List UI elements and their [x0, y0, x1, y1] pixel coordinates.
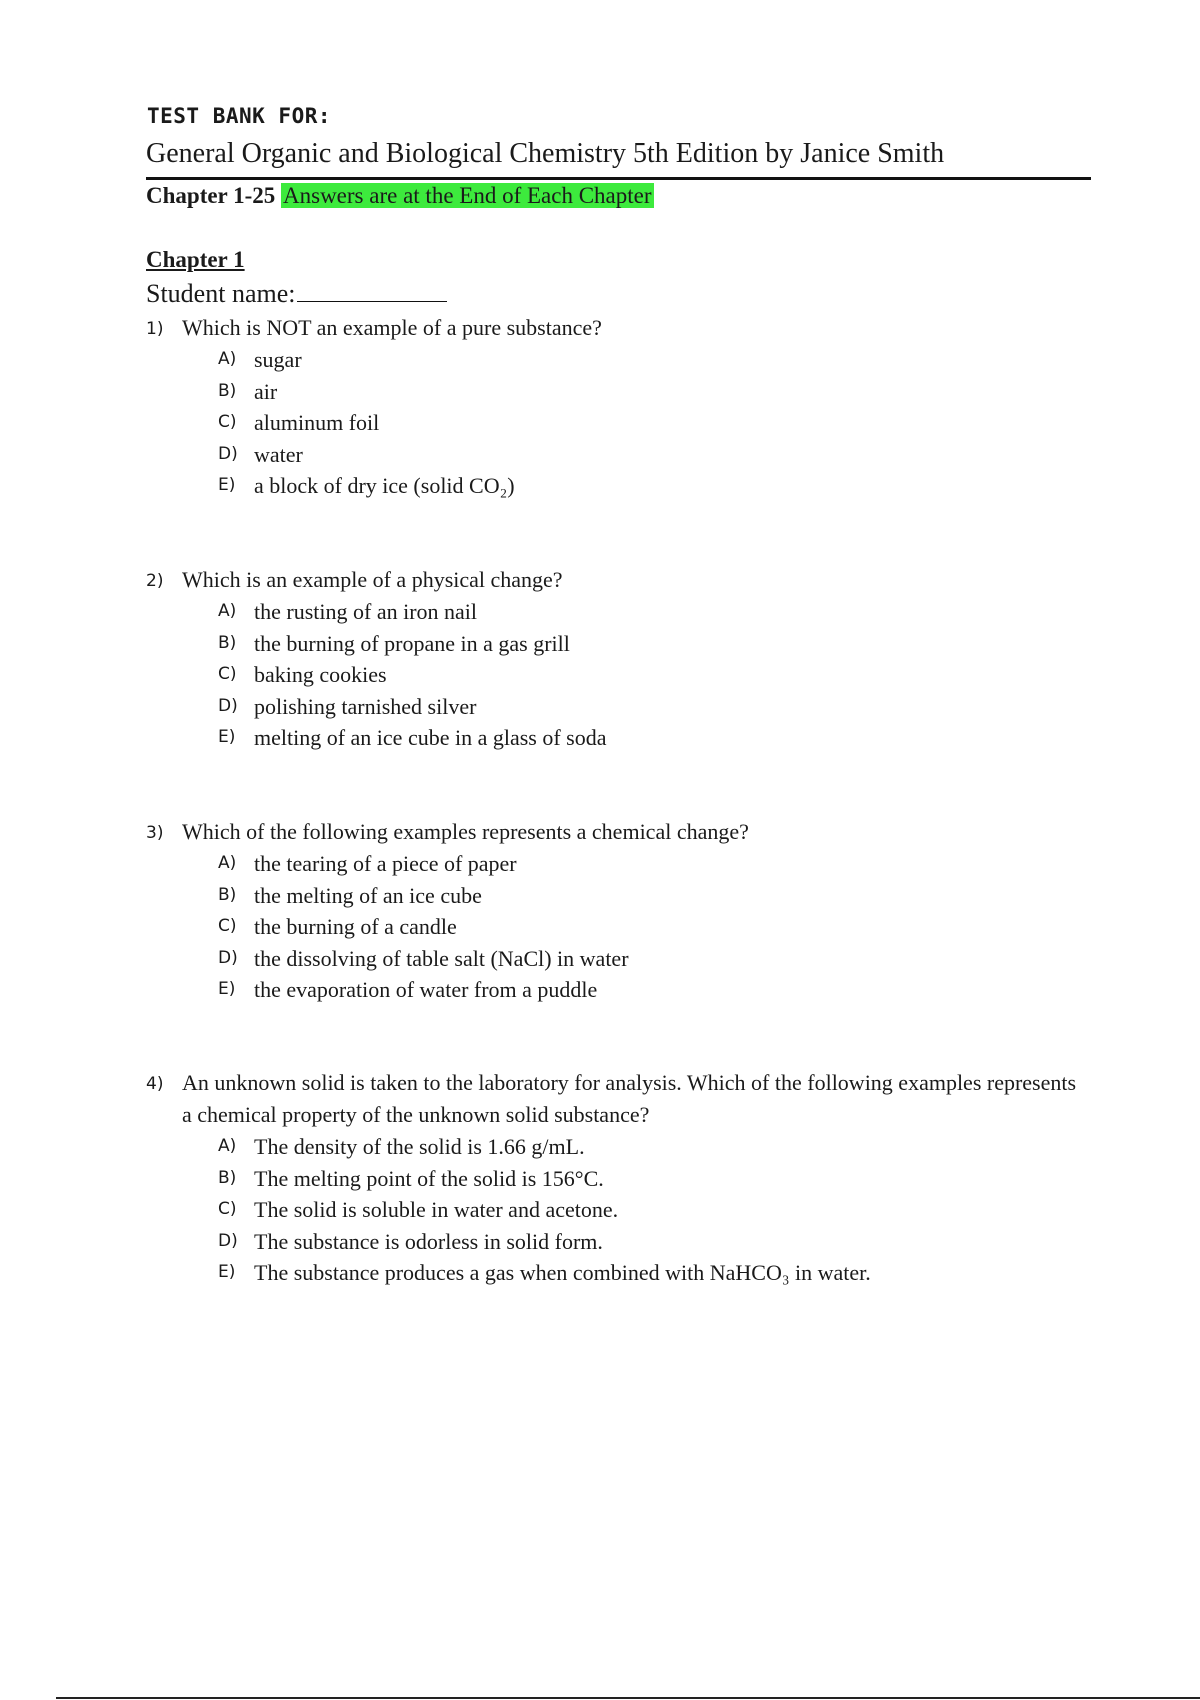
question-number: 4): [146, 1074, 164, 1094]
footer-divider: [56, 1697, 1200, 1699]
question-text: Which is NOT an example of a pure substance?: [182, 315, 602, 340]
question-text: Which of the following examples represents a chemical change?: [182, 819, 749, 844]
option-c: [218, 659, 1086, 691]
option-letter: D): [218, 695, 238, 716]
option-text: the melting of an ice cube: [254, 882, 482, 908]
option-text: The melting point of the solid is 156°C.: [254, 1165, 604, 1191]
option-letter: A): [218, 349, 237, 369]
option-c: [218, 407, 1086, 439]
option-c: [218, 1194, 1086, 1226]
answers-note-highlight: Answers are at the End of Each Chapter: [283, 183, 652, 208]
question-text: Which is an example of a physical change?: [182, 567, 563, 592]
option-d: [218, 943, 1086, 975]
option-letter: E): [218, 979, 236, 999]
option-a: [218, 1131, 1086, 1163]
option-e: [218, 722, 1086, 754]
option-d: [218, 691, 1086, 723]
student-name-blank[interactable]: [297, 279, 447, 302]
option-letter: A): [218, 601, 237, 621]
option-b: [218, 880, 1086, 912]
option-b: [218, 628, 1086, 660]
option-text: melting of an ice cube in a glass of soda: [254, 725, 607, 750]
option-letter: E): [218, 727, 236, 747]
option-text: The density of the solid is 1.66 g/mL.: [254, 1134, 585, 1159]
option-letter: E): [218, 1262, 236, 1282]
option-text: air: [254, 378, 278, 404]
option-letter: C): [218, 1199, 237, 1219]
option-letter: C): [218, 412, 237, 432]
question-text: An unknown solid is taken to the laboratory for analysis. Which of the following examples represents a chemical property of the unknown solid substance?: [182, 1070, 1077, 1127]
option-e: [218, 974, 1086, 1006]
title-divider: [146, 177, 1091, 180]
student-name-label: Student name:: [146, 279, 296, 308]
option-letter: B): [218, 380, 237, 401]
question-number: 1): [146, 319, 164, 339]
option-letter: B): [218, 632, 237, 653]
option-text: sugar: [254, 347, 302, 372]
chapter-range: Chapter 1-25: [146, 183, 276, 208]
option-letter: D): [218, 443, 238, 464]
question-number: 2): [146, 571, 164, 591]
option-text: baking cookies: [254, 662, 387, 687]
option-text: The substance produces a gas when combined with NaHCO₃ in water.: [254, 1260, 871, 1285]
option-b: [218, 1163, 1086, 1195]
question-number: 3): [146, 823, 164, 843]
option-text: The solid is soluble in water and acetone.: [254, 1197, 619, 1222]
option-text: the evaporation of water from a puddle: [254, 977, 598, 1002]
option-letter: C): [218, 664, 237, 684]
option-text: the dissolving of table salt (NaCl) in water: [254, 945, 629, 971]
question-3: [146, 816, 1086, 1006]
chapter-heading: Chapter 1: [146, 247, 245, 272]
question-1: [146, 312, 1086, 502]
option-letter: E): [218, 475, 236, 495]
option-text: water: [254, 441, 303, 467]
option-d: [218, 1226, 1086, 1258]
option-text: the tearing of a piece of paper: [254, 851, 517, 876]
option-b: [218, 376, 1086, 408]
option-text: a block of dry ice (solid CO₂): [254, 473, 515, 498]
option-e: [218, 470, 1086, 502]
option-letter: B): [218, 1167, 237, 1188]
option-text: polishing tarnished silver: [254, 693, 477, 719]
option-letter: A): [218, 1136, 237, 1156]
option-text: the burning of propane in a gas grill: [254, 630, 570, 656]
option-e: [218, 1257, 1086, 1289]
student-name-row: [146, 279, 447, 309]
chapter-range-line: [146, 183, 654, 209]
option-text: The substance is odorless in solid form.: [254, 1228, 603, 1254]
question-2: [146, 564, 1086, 754]
option-text: the rusting of an iron nail: [254, 599, 478, 624]
option-d: [218, 439, 1086, 471]
question-4: [146, 1067, 1086, 1289]
test-bank-label: TEST BANK FOR:: [147, 104, 332, 128]
option-letter: D): [218, 1230, 238, 1251]
option-text: the burning of a candle: [254, 914, 457, 939]
option-c: [218, 911, 1086, 943]
option-letter: B): [218, 884, 237, 905]
option-letter: D): [218, 947, 238, 968]
option-text: aluminum foil: [254, 410, 380, 435]
option-a: [218, 344, 1086, 376]
option-a: [218, 596, 1086, 628]
option-letter: C): [218, 916, 237, 936]
book-title: General Organic and Biological Chemistry 5th Edition by Janice Smith: [146, 138, 945, 169]
option-a: [218, 848, 1086, 880]
option-letter: A): [218, 853, 237, 873]
